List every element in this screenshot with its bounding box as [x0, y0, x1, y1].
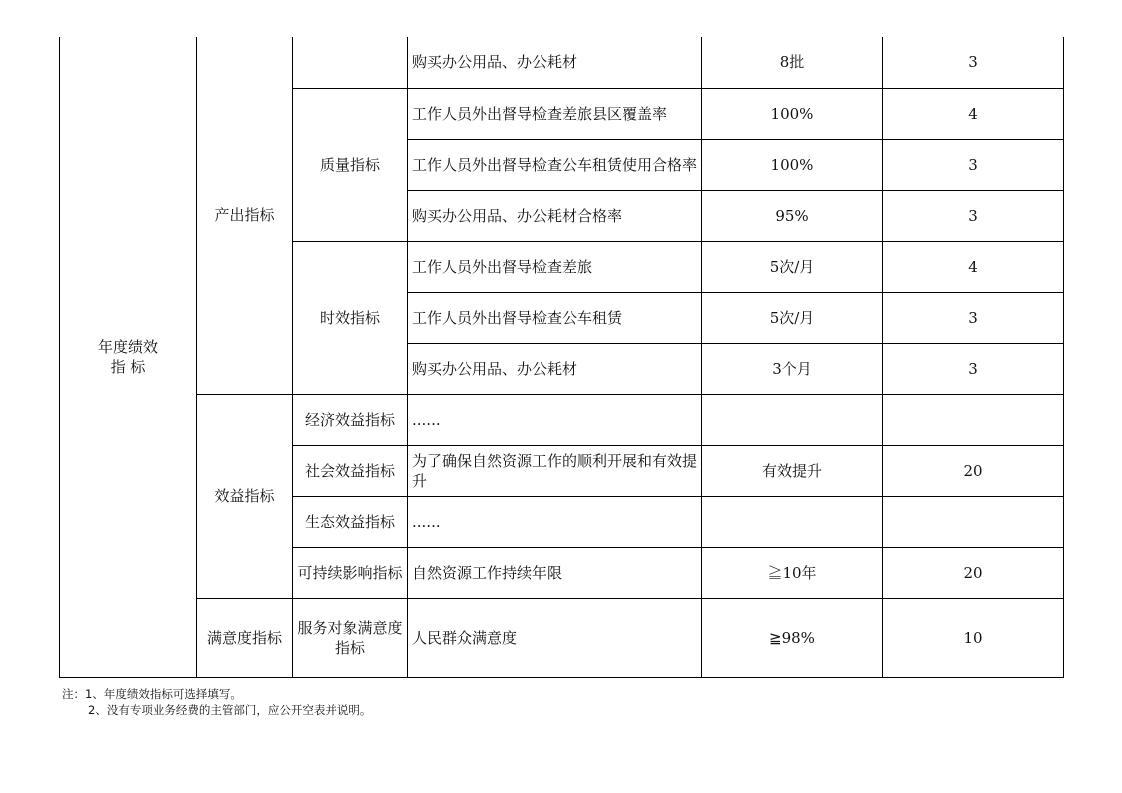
target-cell: 8批 — [702, 37, 883, 88]
indicator-cell: 为了确保自然资源工作的顺利开展和有效提升 — [408, 445, 702, 496]
level3-cell: 社会效益指标 — [293, 445, 408, 496]
indicator-cell: 工作人员外出督导检查差旅 — [408, 241, 702, 292]
satisfaction-indicator-cell: 满意度指标 — [197, 598, 293, 677]
indicator-cell: 工作人员外出督导检查公车租赁使用合格率 — [408, 139, 702, 190]
level3-cell: 经济效益指标 — [293, 394, 408, 445]
indicator-cell: 购买办公用品、办公耗材 — [408, 343, 702, 394]
output-indicator-cell: 产出指标 — [197, 37, 293, 394]
score-cell: 4 — [883, 241, 1064, 292]
indicator-cell: 购买办公用品、办公耗材合格率 — [408, 190, 702, 241]
target-cell: 95% — [702, 190, 883, 241]
score-cell: 3 — [883, 343, 1064, 394]
score-cell — [883, 394, 1064, 445]
target-cell — [702, 496, 883, 547]
target-cell — [702, 394, 883, 445]
target-cell: ≧98% — [702, 598, 883, 677]
note-line-2: 2、没有专项业务经费的主管部门，应公开空表并说明。 — [88, 703, 372, 717]
timeliness-indicator-cell: 时效指标 — [293, 241, 408, 394]
table-row — [60, 37, 1064, 88]
score-cell: 3 — [883, 37, 1064, 88]
benefit-indicator-cell: 效益指标 — [197, 394, 293, 598]
score-cell — [883, 496, 1064, 547]
table-row — [60, 598, 1064, 677]
score-cell: 3 — [883, 190, 1064, 241]
level3-cell — [293, 37, 408, 88]
target-cell: 有效提升 — [702, 445, 883, 496]
indicator-cell: ...... — [408, 496, 702, 547]
level3-cell: 可持续影响指标 — [293, 547, 408, 598]
level3-cell: 生态效益指标 — [293, 496, 408, 547]
table-notes — [62, 686, 371, 718]
target-cell: 3个月 — [702, 343, 883, 394]
indicator-cell: 购买办公用品、办公耗材 — [408, 37, 702, 88]
target-cell: 5次/月 — [702, 241, 883, 292]
indicator-cell: 工作人员外出督导检查公车租赁 — [408, 292, 702, 343]
score-cell: 4 — [883, 88, 1064, 139]
indicator-cell: 工作人员外出督导检查差旅县区覆盖率 — [408, 88, 702, 139]
score-cell: 20 — [883, 445, 1064, 496]
target-cell: 100% — [702, 139, 883, 190]
quality-indicator-cell: 质量指标 — [293, 88, 408, 241]
target-cell: 100% — [702, 88, 883, 139]
indicator-cell: ...... — [408, 394, 702, 445]
level3-cell: 服务对象满意度 指标 — [293, 598, 408, 677]
target-cell: ≧10年 — [702, 547, 883, 598]
score-cell: 3 — [883, 292, 1064, 343]
target-cell: 5次/月 — [702, 292, 883, 343]
indicator-cell: 人民群众满意度 — [408, 598, 702, 677]
level1-indicator-cell: 年度绩效 指 标 — [60, 37, 197, 677]
note-line-1: 注：1、年度绩效指标可选择填写。 — [62, 687, 242, 701]
score-cell: 3 — [883, 139, 1064, 190]
indicator-cell: 自然资源工作持续年限 — [408, 547, 702, 598]
score-cell: 10 — [883, 598, 1064, 677]
performance-indicator-table — [59, 37, 1064, 678]
score-cell: 20 — [883, 547, 1064, 598]
table-row — [60, 394, 1064, 445]
